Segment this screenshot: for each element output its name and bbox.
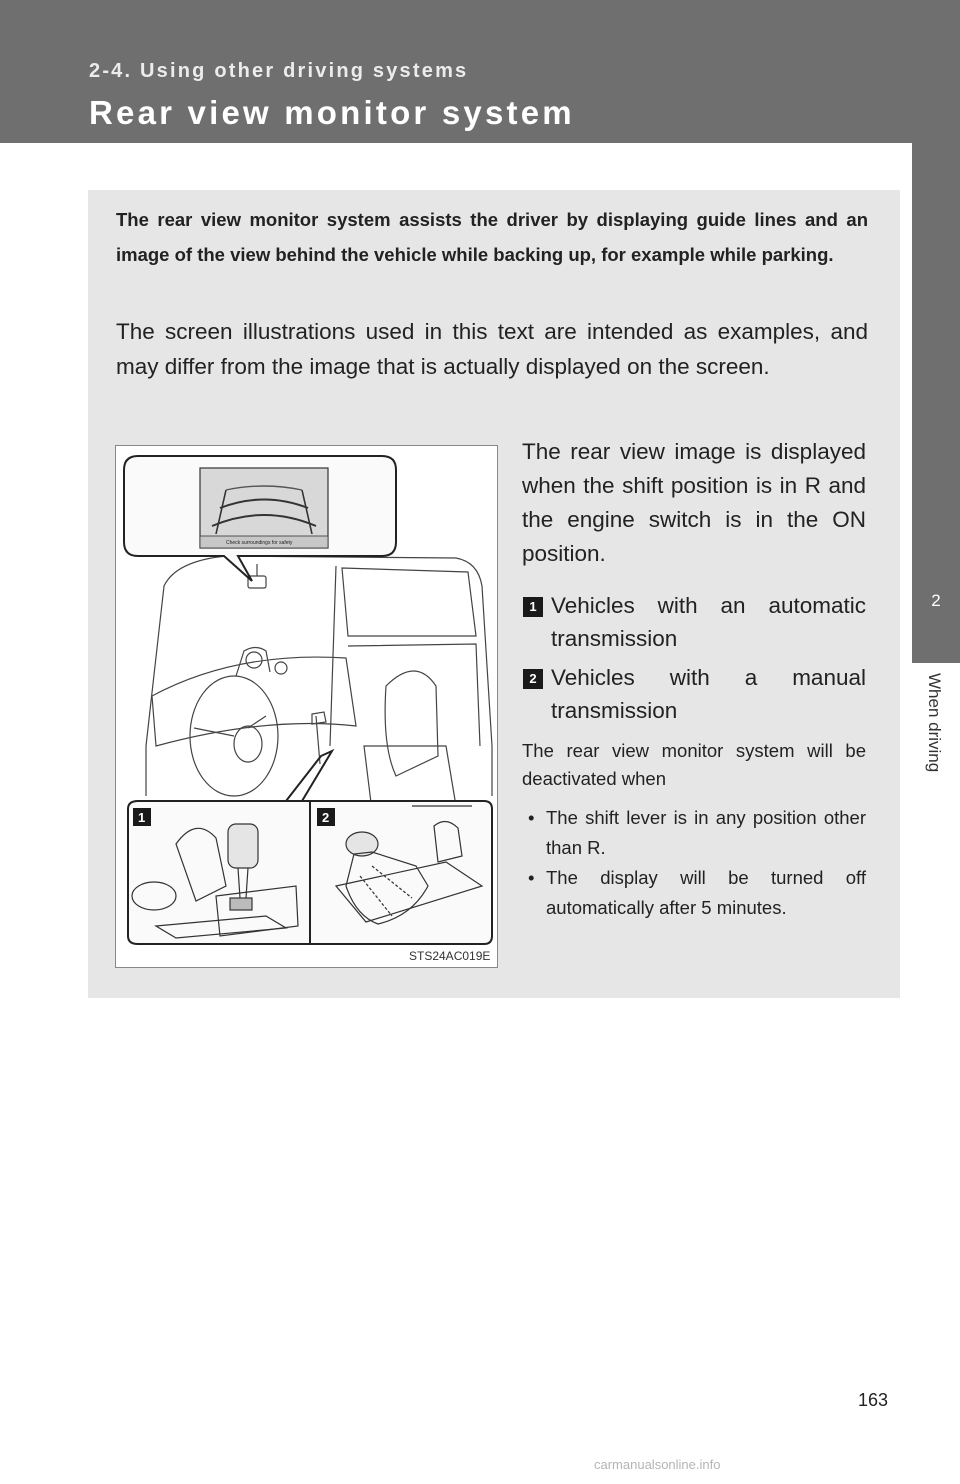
description-column (522, 435, 866, 923)
page-title: Rear view monitor system (89, 94, 575, 131)
content-box (88, 190, 900, 998)
legend-item (522, 589, 866, 655)
chapter-label-text: When driving (925, 673, 944, 773)
legend-badge: 1 (523, 597, 543, 617)
deactivation-intro: The rear view monitor system will be deactivated when (522, 740, 866, 789)
inset-badge-2: 2 (322, 810, 330, 825)
legend-text: Vehicles with an automatic transmission (551, 593, 866, 651)
legend-badge: 2 (523, 669, 543, 689)
legend-item (522, 661, 866, 727)
watermark: carmanualsonline.info (594, 1457, 721, 1472)
intro-bold-text: The rear view monitor system assists the driver by displaying guide lines and an image of the view behind the vehicle while backing up, for example while parking. (116, 209, 868, 265)
chapter-label (916, 673, 956, 833)
illustration (115, 445, 498, 968)
list-item (522, 803, 866, 863)
list-item-text: The display will be turned off automatically after 5 minutes. (546, 867, 866, 918)
deactivation-list (522, 803, 866, 923)
section-label: 2-4. Using other driving systems (89, 60, 469, 82)
inset-badge-1: 1 (138, 810, 146, 825)
bullet-icon: • (528, 867, 535, 888)
screen-caption: Check surroundings for safety (226, 540, 293, 546)
list-item (522, 863, 866, 923)
page-number: 163 (858, 1390, 889, 1410)
intro-note-text: The screen illustrations used in this text are intended as examples, and may differ from the image that is actually displayed on the screen. (116, 319, 868, 379)
side-tab (912, 143, 960, 1484)
figure-code: STS24AC019E (409, 949, 491, 963)
bullet-icon: • (528, 807, 535, 828)
cabin-illustration (116, 446, 499, 969)
legend-list (522, 589, 866, 727)
list-item-text: The shift lever is in any position other than R. (546, 807, 866, 858)
description-text: The rear view image is displayed when the shift position is in R and the engine switch is in the ON position. (522, 439, 866, 566)
chapter-number: 2 (912, 517, 960, 663)
page-header (0, 0, 960, 143)
legend-text: Vehicles with a manual transmission (551, 665, 866, 723)
side-tab-bar (912, 143, 960, 517)
